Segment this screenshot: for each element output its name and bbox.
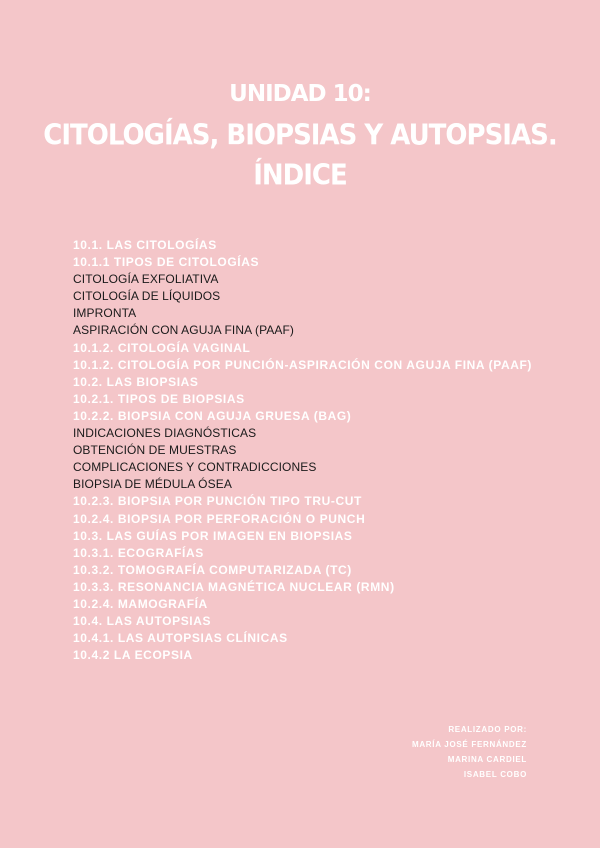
toc-section-entry: 10.4.1. LAS AUTOPSIAS CLÍNICAS bbox=[73, 631, 288, 646]
toc-section-entry: 10.1.1 TIPOS DE CITOLOGÍAS bbox=[73, 255, 260, 270]
toc-section-entry: 10.3. LAS GUÍAS POR IMAGEN EN BIOPSIAS bbox=[73, 528, 353, 543]
toc-section-entry: 10.1.2. CITOLOGÍA VAGINAL bbox=[73, 340, 251, 355]
toc-subitem-entry: COMPLICACIONES Y CONTRADICCIONES bbox=[73, 460, 317, 475]
toc-section-entry: 10.2.3. BIOPSIA POR PUNCIÓN TIPO TRU-CUT bbox=[73, 494, 362, 509]
toc-section-entry: 10.1. LAS CITOLOGÍAS bbox=[73, 238, 217, 252]
author-name: MARINA CARDIEL bbox=[447, 755, 527, 764]
credits-label: REALIZADO POR: bbox=[448, 725, 527, 734]
document-title-line-1: CITOLOGÍAS, BIOPSIAS Y AUTOPSIAS. bbox=[43, 119, 557, 153]
toc-subitem-entry: CITOLOGÍA DE LÍQUIDOS bbox=[73, 289, 221, 304]
toc-subitem-entry: OBTENCIÓN DE MUESTRAS bbox=[73, 443, 237, 458]
toc-section-entry: 10.4. LAS AUTOPSIAS bbox=[73, 614, 212, 629]
toc-section-entry: 10.2.2. BIOPSIA CON AGUJA GRUESA (BAG) bbox=[73, 408, 352, 423]
toc-section-entry: 10.4.2 LA ECOPSIA bbox=[73, 648, 193, 663]
toc-section-entry: 10.2. LAS BIOPSIAS bbox=[73, 374, 199, 389]
toc-section-entry: 10.3.1. ECOGRAFÍAS bbox=[73, 545, 204, 560]
author-name: MARÍA JOSÉ FERNÁNDEZ bbox=[411, 740, 527, 749]
toc-section-entry: 10.3.3. RESONANCIA MAGNÉTICA NUCLEAR (RMN) bbox=[73, 579, 395, 594]
unit-title: UNIDAD 10: bbox=[229, 81, 371, 107]
toc-section-entry: 10.3.2. TOMOGRAFÍA COMPUTARIZADA (TC) bbox=[73, 562, 352, 577]
toc-subitem-entry: CITOLOGÍA EXFOLIATIVA bbox=[73, 272, 219, 287]
toc-section-entry: 10.2.4. MAMOGRAFÍA bbox=[73, 596, 208, 611]
author-name: ISABEL COBO bbox=[463, 770, 527, 779]
toc-section-entry: 10.2.4. BIOPSIA POR PERFORACIÓN O PUNCH bbox=[73, 511, 366, 526]
table-of-contents bbox=[73, 237, 573, 664]
document-title-line-2: ÍNDICE bbox=[253, 159, 347, 193]
document-header bbox=[0, 78, 600, 196]
toc-subitem-entry: INDICACIONES DIAGNÓSTICAS bbox=[73, 426, 257, 441]
toc-subitem-entry: ASPIRACIÓN CON AGUJA FINA (PAAF) bbox=[73, 323, 295, 338]
toc-subitem-entry: IMPRONTA bbox=[73, 306, 137, 321]
credits-block bbox=[412, 722, 527, 782]
toc-section-entry: 10.2.1. TIPOS DE BIOPSIAS bbox=[73, 391, 245, 406]
toc-section-entry: 10.1.2. CITOLOGÍA POR PUNCIÓN-ASPIRACIÓN CON AGUJA FINA (PAAF) bbox=[73, 357, 533, 372]
toc-subitem-entry: BIOPSIA DE MÉDULA ÓSEA bbox=[73, 477, 232, 492]
